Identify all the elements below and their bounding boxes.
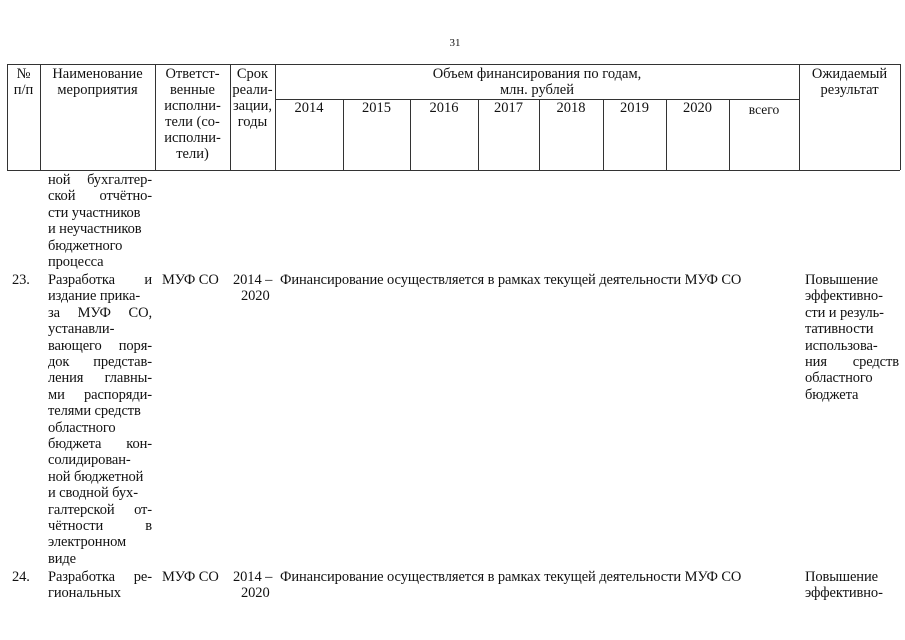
result-line: Повышение — [805, 569, 878, 585]
header-term-line: зации, — [232, 98, 273, 114]
year-header: 2016 — [429, 100, 459, 116]
header-name-line: Наименование — [52, 66, 143, 82]
name-line: чётности в — [48, 518, 152, 534]
funding-note: Финансирование осуществляется в рамках текущей деятельности МУФ СО — [280, 272, 742, 288]
name-line: устанавли- — [48, 321, 115, 338]
header-num-line: № — [16, 66, 31, 82]
year-header: 2019 — [620, 100, 649, 116]
header-term-line: Срок — [236, 66, 269, 82]
term-end: 2020 — [241, 288, 270, 305]
year-header: 2017 — [494, 100, 523, 116]
table-rule — [900, 64, 901, 170]
result-line: бюджета — [805, 386, 859, 403]
header-funding-line: Объем финансирования по годам, — [432, 66, 642, 82]
name-line: док представ- — [48, 354, 152, 370]
result-line: использова- — [805, 337, 878, 354]
result-line: Повышение — [805, 272, 878, 288]
header-name-line: мероприятия — [57, 82, 138, 98]
name-line: и сводной бух- — [48, 485, 138, 502]
header-name — [40, 66, 155, 98]
header-num — [7, 66, 40, 98]
name-line: электронном — [48, 534, 127, 551]
name-line: за МУФ СО, — [48, 304, 152, 321]
term-start: 2014 – — [233, 569, 273, 585]
row-number: 24. — [12, 569, 30, 585]
table-rule — [7, 170, 900, 171]
term-end: 2020 — [241, 585, 270, 602]
header-term-line: реали- — [232, 82, 273, 98]
responsible: МУФ СО — [162, 569, 219, 585]
name-line: Разработка ре- — [48, 569, 152, 585]
year-header: 2020 — [683, 100, 712, 116]
header-term — [230, 66, 275, 130]
header-result — [799, 66, 900, 98]
year-header: 2015 — [362, 100, 391, 116]
name-line: ской отчётно- — [48, 188, 152, 205]
header-responsible — [155, 66, 230, 162]
header-term-line: годы — [237, 114, 268, 130]
name-line: сти участников — [48, 204, 141, 221]
name-line: бюджетного — [48, 237, 123, 254]
result-line: областного — [805, 370, 873, 387]
year-header: всего — [748, 102, 780, 117]
name-line: галтерской от- — [48, 501, 152, 518]
header-result-line: результат — [820, 82, 879, 98]
header-result-line: Ожидаемый — [811, 66, 888, 82]
name-line: телями средств — [48, 403, 141, 420]
result-line: ния средств — [805, 354, 899, 370]
page-number: 31 — [449, 37, 461, 49]
year-header: 2014 — [294, 100, 324, 116]
name-line: виде — [48, 550, 77, 567]
header-num-line: п/п — [13, 82, 34, 98]
header-responsible-line: исполни- — [164, 130, 221, 146]
name-line: и неучастников — [48, 221, 142, 238]
row-number: 23. — [12, 272, 30, 288]
result-line: эффективно- — [805, 288, 883, 305]
header-responsible-line: тели (со- — [165, 114, 220, 130]
result-line: сти и резуль- — [805, 304, 884, 321]
name-line: ной бюджетной — [48, 468, 144, 485]
table-rule — [7, 64, 900, 65]
result-line: эффективно- — [805, 585, 883, 602]
name-line: Разработка и — [48, 272, 152, 288]
name-line: бюджета кон- — [48, 436, 152, 452]
result-line: тативности — [805, 321, 874, 338]
name-line: ления главны- — [48, 370, 152, 387]
term-start: 2014 – — [233, 272, 273, 288]
name-line: ми распоряди- — [48, 386, 152, 403]
responsible: МУФ СО — [162, 272, 219, 288]
header-responsible-line: Ответст- — [165, 66, 220, 82]
header-responsible-line: исполни- — [164, 98, 221, 114]
header-responsible-line: тели) — [176, 146, 209, 162]
name-line: гиональных — [48, 585, 121, 602]
year-header: 2018 — [556, 100, 586, 116]
header-responsible-line: венные — [170, 82, 215, 98]
name-line: областного — [48, 419, 116, 436]
funding-note: Финансирование осуществляется в рамках текущей деятельности МУФ СО — [280, 569, 742, 585]
name-line: ной бухгалтер- — [48, 172, 152, 188]
header-funding — [275, 66, 799, 98]
header-funding-line: млн. рублей — [500, 82, 574, 98]
name-line: вающего поря- — [48, 337, 152, 354]
name-line: процесса — [48, 254, 104, 270]
name-line: солидирован- — [48, 452, 131, 469]
name-line: издание прика- — [48, 288, 141, 305]
